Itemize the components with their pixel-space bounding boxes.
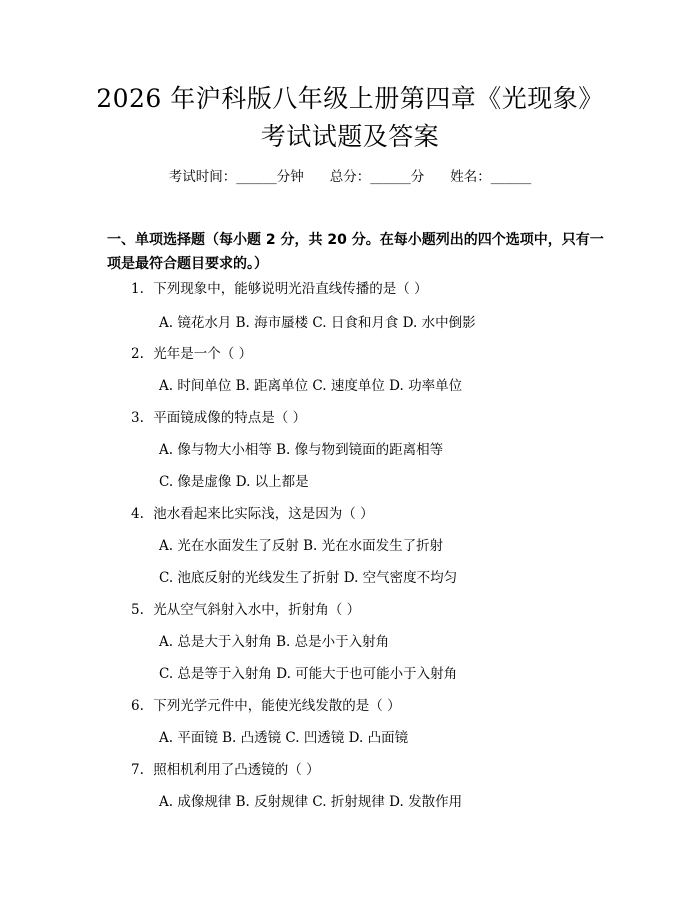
document-title-line-2: 考试试题及答案 — [260, 122, 440, 151]
question-7 — [131, 760, 320, 780]
question-number: 3. — [131, 410, 144, 426]
question-text: 池水看起来比实际浅，这是因为（ ） — [153, 506, 374, 522]
question-4-options-line-1: A. 光在水面发生了反射 B. 光在水面发生了折射 — [159, 538, 444, 554]
question-text: 照相机利用了凸透镜的（ ） — [153, 762, 320, 778]
question-6 — [131, 696, 401, 716]
question-4 — [131, 504, 374, 524]
question-3 — [131, 408, 306, 428]
document-title-line-1: 2026 年沪科版八年级上册第四章《光现象》 — [96, 84, 604, 113]
question-number: 6. — [131, 698, 144, 714]
question-1-options: A. 镜花水月 B. 海市蜃楼 C. 日食和月食 D. 水中倒影 — [159, 315, 476, 331]
question-text: 平面镜成像的特点是（ ） — [153, 410, 307, 426]
question-3-options-line-1: A. 像与物大小相等 B. 像与物到镜面的距离相等 — [159, 442, 444, 458]
exam-time-field: 考试时间：______分钟 — [168, 169, 304, 185]
question-number: 4. — [131, 506, 144, 522]
question-number: 7. — [131, 762, 144, 778]
exam-info-line — [0, 167, 700, 187]
exam-name-field: 姓名：______ — [450, 169, 532, 185]
question-text: 下列现象中，能够说明光沿直线传播的是（ ） — [153, 281, 428, 297]
question-4-options-line-2: C. 池底反射的光线发生了折射 D. 空气密度不均匀 — [159, 570, 458, 586]
question-3-options-line-2: C. 像是虚像 D. 以上都是 — [159, 474, 309, 490]
question-5 — [131, 600, 360, 620]
exam-score-field: 总分：______分 — [329, 169, 425, 185]
question-5-options-line-2: C. 总是等于入射角 D. 可能大于也可能小于入射角 — [159, 666, 458, 682]
question-2 — [131, 344, 252, 364]
question-text: 光从空气斜射入水中，折射角（ ） — [153, 602, 361, 618]
question-number: 5. — [131, 602, 144, 618]
question-5-options-line-1: A. 总是大于入射角 B. 总是小于入射角 — [159, 634, 390, 650]
question-7-options: A. 成像规律 B. 反射规律 C. 折射规律 D. 发散作用 — [159, 794, 463, 810]
question-number: 2. — [131, 346, 144, 362]
question-1 — [131, 279, 428, 299]
question-6-options: A. 平面镜 B. 凸透镜 C. 凹透镜 D. 凸面镜 — [159, 730, 409, 746]
question-2-options: A. 时间单位 B. 距离单位 C. 速度单位 D. 功率单位 — [159, 378, 463, 394]
question-text: 光年是一个（ ） — [153, 346, 253, 362]
question-number: 1. — [131, 281, 144, 297]
question-text: 下列光学元件中，能使光线发散的是（ ） — [153, 698, 401, 714]
section-heading-single-choice: 一、单项选择题（每小题 2 分，共 20 分。在每小题列出的四个选项中，只有一项是最符合题目要求的。） — [107, 232, 604, 272]
